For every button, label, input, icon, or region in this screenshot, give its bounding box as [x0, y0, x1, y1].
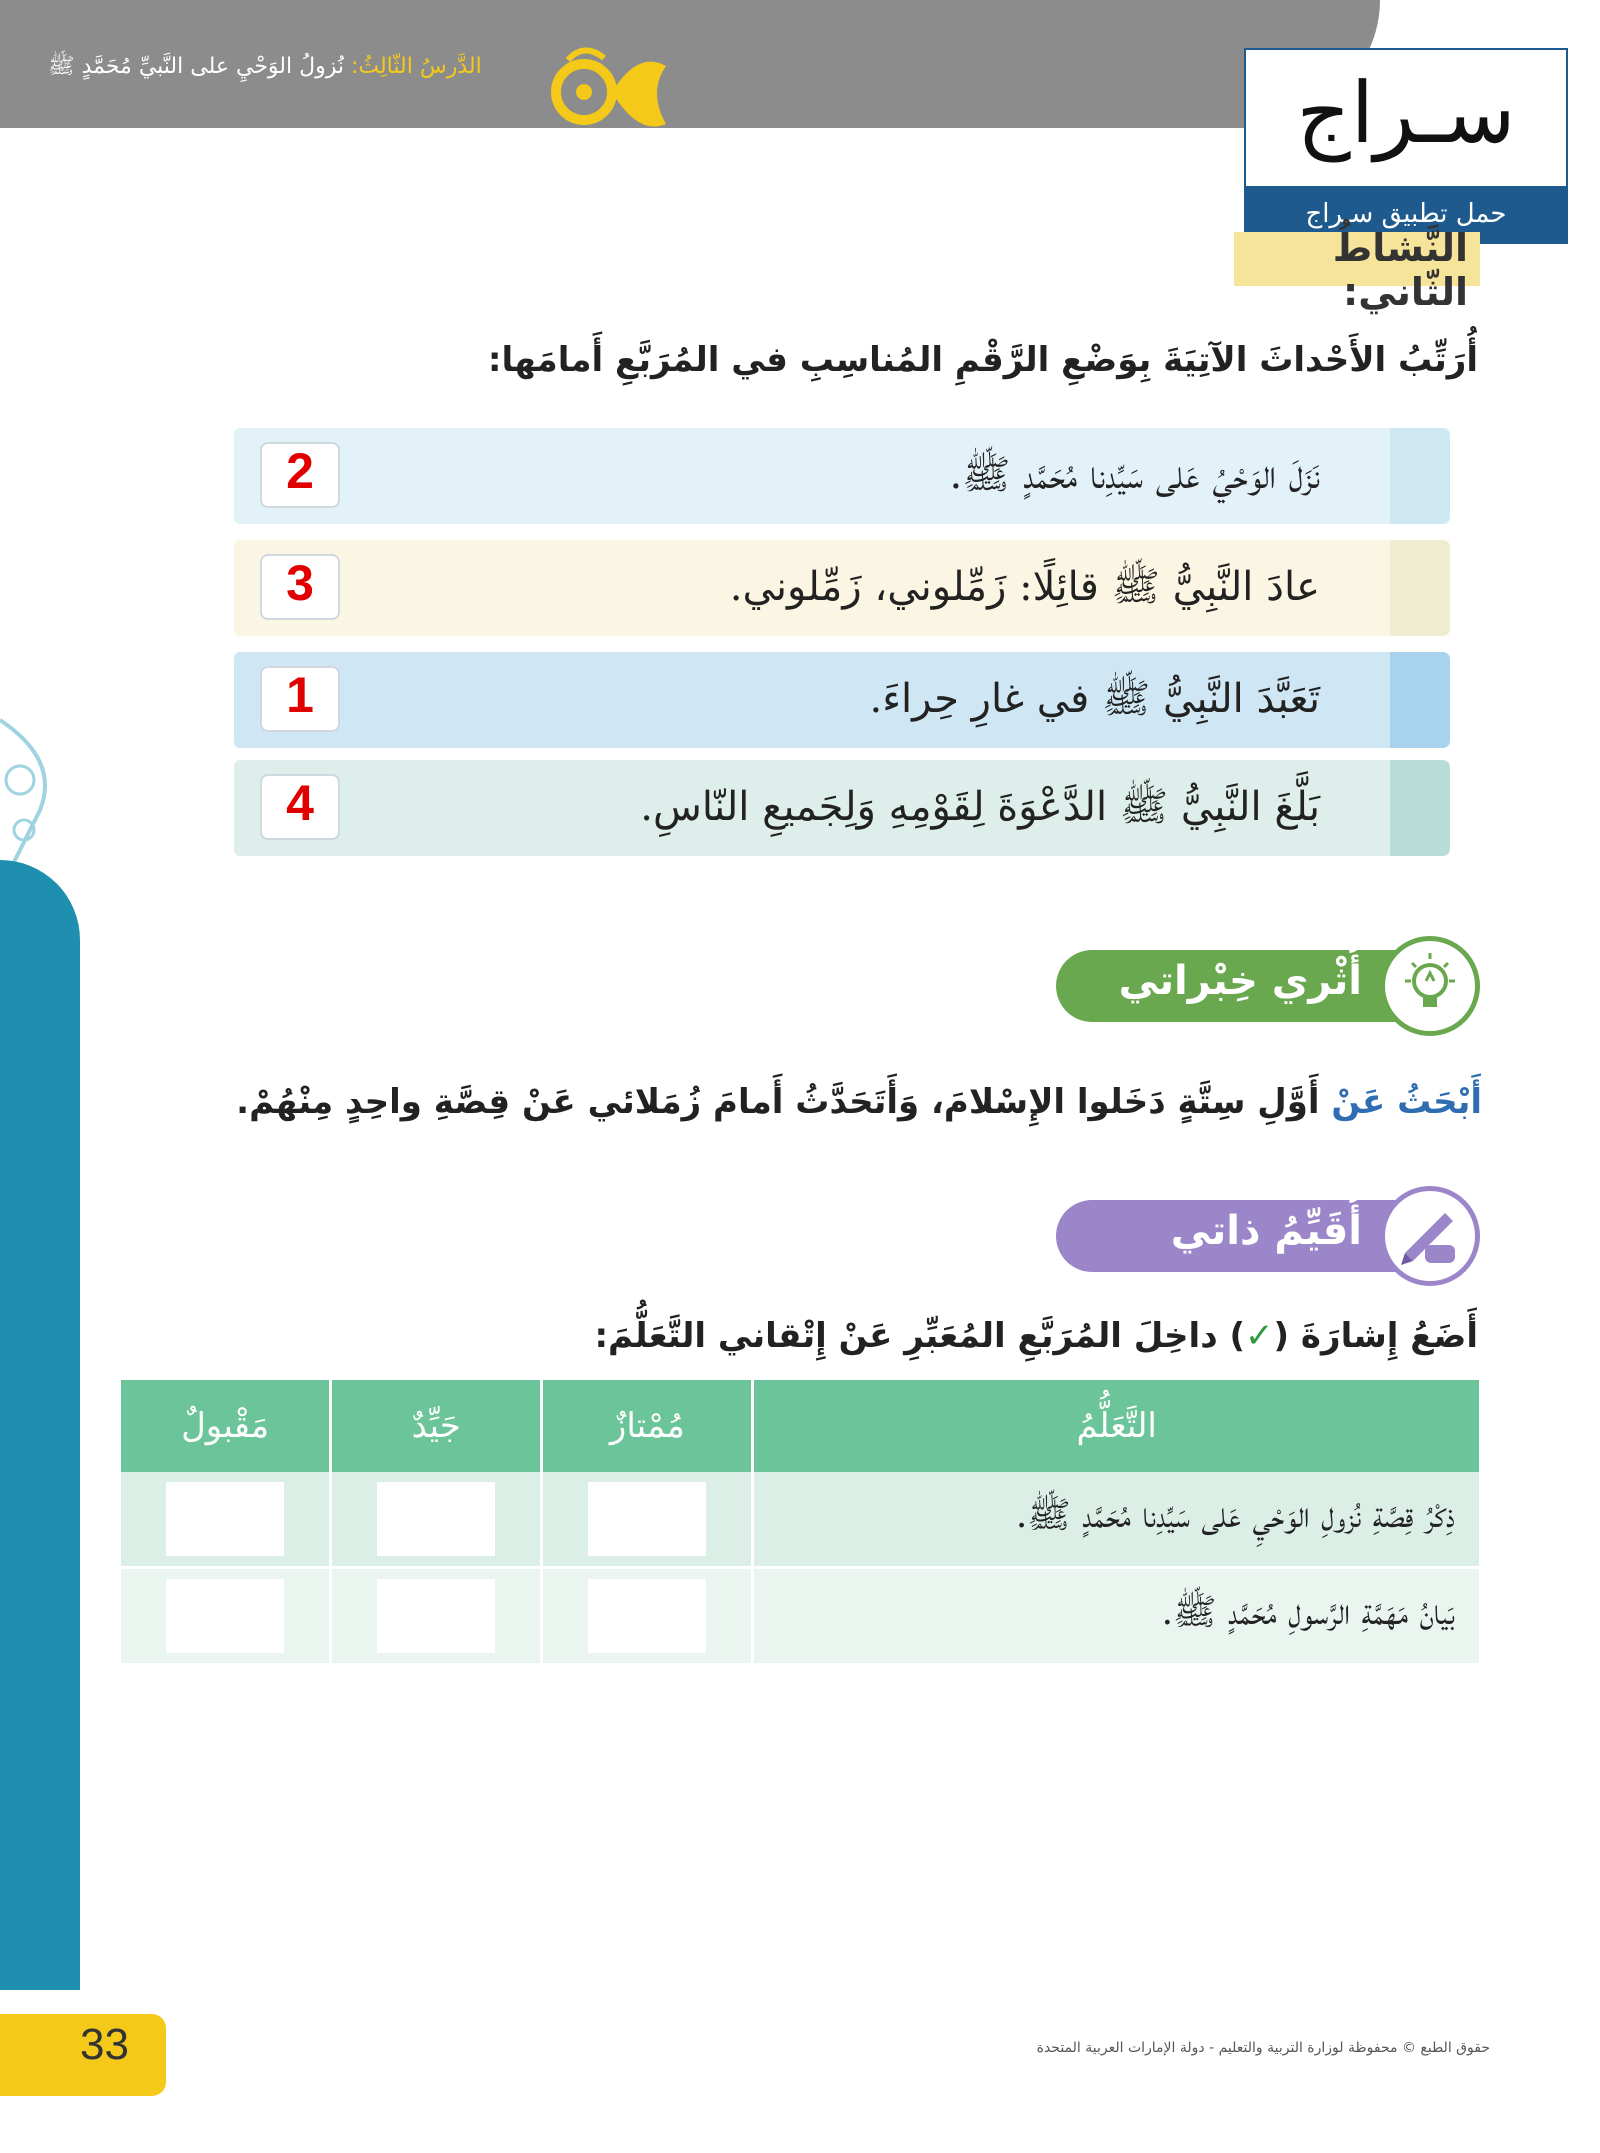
- order-row-4: [234, 760, 1450, 856]
- rating-checkbox-acceptable[interactable]: [166, 1579, 284, 1653]
- check-mark-icon: ✓: [1245, 1316, 1274, 1356]
- answer-box[interactable]: [260, 666, 340, 732]
- activity-instruction: أُرَتِّبُ الأَحْداثَ الآتِيَةَ بِوَضْعِ الرَّقْمِ المُناسِبِ في المُرَبَّعِ أَمامَها:: [487, 340, 1478, 380]
- floral-ornament-icon: [548, 40, 678, 140]
- row-tab: [1390, 428, 1450, 524]
- event-text: تَعَبَّدَ النَّبِيُّ ﷺ في غارِ حِراءَ.: [869, 676, 1320, 722]
- answer-number: 4: [286, 775, 314, 831]
- lesson-label: الدَّرسُ الثّالِثُ:: [350, 54, 482, 79]
- side-strip: [0, 860, 80, 1990]
- table-row: [120, 1568, 1481, 1665]
- enrich-lead: أَبْحَثُ عَنْ: [1331, 1082, 1482, 1122]
- rating-checkbox-good[interactable]: [377, 1579, 495, 1653]
- rating-checkbox-excellent[interactable]: [588, 1482, 706, 1556]
- row-tab: [1390, 652, 1450, 748]
- column-header: مُمْتازٌ: [542, 1380, 753, 1472]
- pen-hand-icon: [1380, 1186, 1480, 1286]
- column-header: التَّعَلُّمُ: [753, 1380, 1481, 1472]
- assess-instruction: أَضَعُ إِشارَةَ (✓) داخِلَ المُرَبَّعِ المُعَبِّرِ عَنْ إِتْقاني التَّعَلُّمَ:: [594, 1316, 1478, 1356]
- lightbulb-icon: [1380, 936, 1480, 1036]
- copyright-text: حقوق الطبع © محفوظة لوزارة التربية والتعليم - دولة الإمارات العربية المتحدة: [1036, 2040, 1490, 2056]
- activity-heading: النَّشاطُ الثّاني:: [1234, 232, 1480, 286]
- logo-tagline: حمل تطبيق سـراج: [1246, 186, 1566, 242]
- event-text: بَلَّغَ النَّبِيُّ ﷺ الدَّعْوَةَ لِقَوْمِهِ وَلِجَميعِ النّاسِ.: [640, 784, 1320, 830]
- skill-text: بَيانُ مَهَمَّةِ الرَّسولِ مُحَمَّدٍ ﷺ.: [753, 1568, 1481, 1665]
- column-header: جَيِّدٌ: [331, 1380, 542, 1472]
- answer-number: 1: [286, 667, 314, 723]
- order-row-3: [234, 652, 1450, 748]
- event-text: عادَ النَّبِيُّ ﷺ قائِلًا: زَمِّلوني، زَمِّلوني.: [729, 564, 1320, 610]
- lesson-title: [48, 52, 482, 84]
- enrich-rest: أَوَّلِ سِتَّةٍ دَخَلوا الإِسْلامَ، وَأَتَحَدَّثُ أَمامَ زُمَلائي عَنْ قِصَّةِ واحِدٍ مِنْهُمْ.: [236, 1082, 1332, 1122]
- rating-checkbox-good[interactable]: [377, 1482, 495, 1556]
- row-tab: [1390, 760, 1450, 856]
- enrich-instruction: [236, 1082, 1482, 1122]
- order-row-2: [234, 540, 1450, 636]
- assess-banner-label: أُقَيِّمُ ذاتي: [1170, 1208, 1362, 1254]
- page-number: 33: [80, 2020, 129, 2069]
- enrich-banner-label: أُثْري خِبْراتي: [1118, 958, 1362, 1004]
- column-header: مَقْبولٌ: [120, 1380, 331, 1472]
- self-assessment-table: [118, 1380, 1482, 1666]
- answer-box[interactable]: [260, 554, 340, 620]
- row-tab: [1390, 540, 1450, 636]
- siraj-logo[interactable]: [1244, 48, 1568, 244]
- rating-checkbox-acceptable[interactable]: [166, 1482, 284, 1556]
- answer-box[interactable]: [260, 774, 340, 840]
- logo-name: سـراج: [1296, 64, 1516, 162]
- answer-box[interactable]: [260, 442, 340, 508]
- order-row-1: [234, 428, 1450, 524]
- rating-checkbox-excellent[interactable]: [588, 1579, 706, 1653]
- answer-number: 2: [286, 443, 314, 499]
- table-row: [120, 1472, 1481, 1568]
- answer-number: 3: [286, 555, 314, 611]
- skill-text: ذِكْرُ قِصَّةِ نُزولِ الوَحْيِ عَلى سَيِّدِنا مُحَمَّدٍ ﷺ.: [753, 1472, 1481, 1568]
- lesson-title-text: نُزولُ الوَحْيِ على النَّبيِّ مُحَمَّدٍ ﷺ: [48, 54, 344, 79]
- event-text: نَزَلَ الوَحْيُ عَلى سَيِّدِنا مُحَمَّدٍ ﷺ.: [949, 452, 1320, 498]
